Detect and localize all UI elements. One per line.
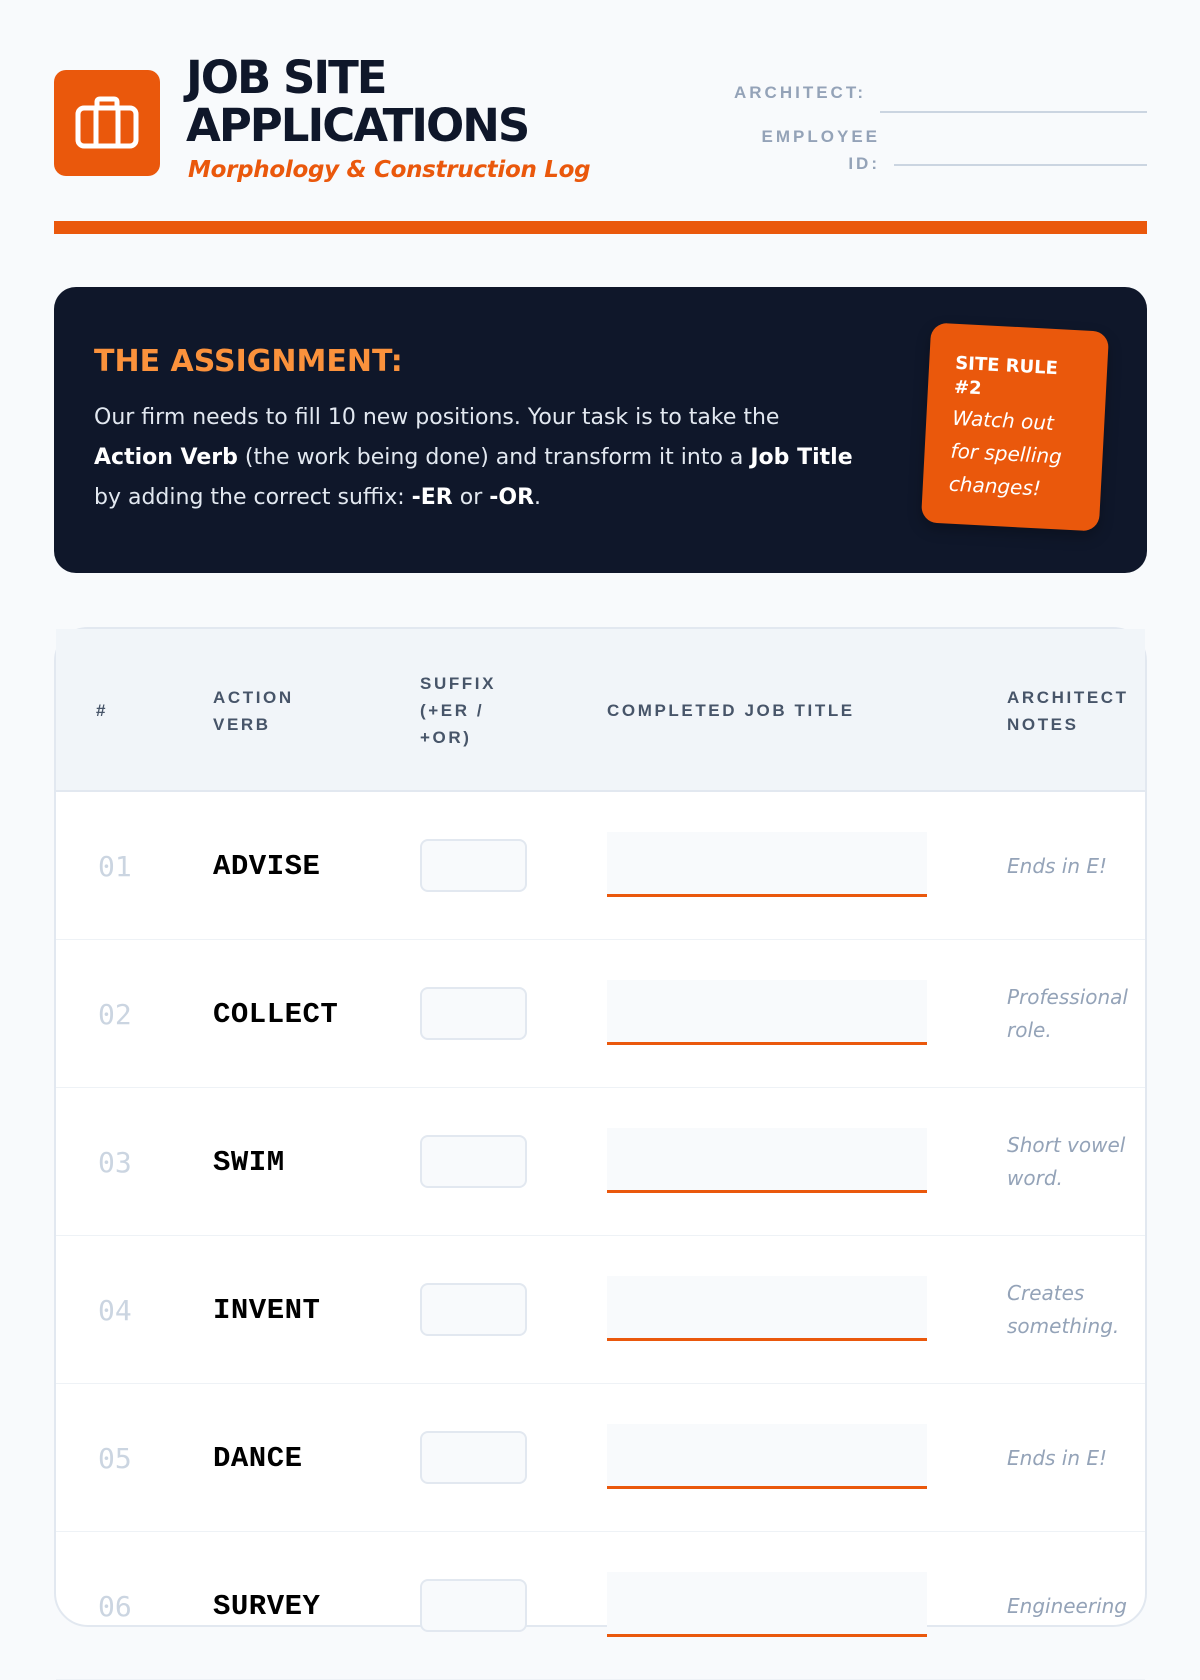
- suffix-input[interactable]: [420, 1283, 527, 1336]
- employee-label-line-2: ID:: [848, 154, 880, 173]
- assignment-emphasis: Action Verb: [94, 445, 238, 470]
- architect-note: Professional role.: [1007, 985, 1128, 1042]
- architect-label: ARCHITECT:: [734, 83, 866, 102]
- table-row: [56, 1236, 1145, 1384]
- assignment-body: [94, 398, 854, 518]
- header-divider: [54, 221, 1147, 234]
- header-architect-notes: ARCHITECT NOTES: [1007, 688, 1129, 734]
- assignment-text: or: [452, 485, 490, 510]
- assignment-text: Our firm needs to fill 10 new positions. Your task is to take the: [94, 405, 780, 430]
- header-number: #: [96, 701, 109, 720]
- employee-id-label: [700, 123, 880, 177]
- suffix-input[interactable]: [420, 987, 527, 1040]
- sticky-note-text: Watch out for spelling changes!: [948, 405, 1063, 501]
- header-suffix: SUFFIX (+ER / +OR): [420, 674, 497, 747]
- job-title-input[interactable]: [607, 1128, 927, 1193]
- briefcase-logo: [54, 70, 160, 176]
- header-completed-title: COMPLETED JOB TITLE: [607, 701, 855, 720]
- briefcase-icon: [75, 97, 139, 149]
- assignment-emphasis: Job Title: [750, 445, 853, 470]
- assignment-emphasis: -ER: [411, 485, 453, 510]
- job-title-input[interactable]: [607, 980, 927, 1045]
- table-header: [56, 629, 1145, 792]
- action-verb: COLLECT: [213, 997, 339, 1031]
- table-row: [56, 1532, 1145, 1680]
- table-row: [56, 792, 1145, 940]
- action-verb: SWIM: [213, 1145, 285, 1179]
- suffix-input[interactable]: [420, 1135, 527, 1188]
- architect-note: Ends in E!: [1007, 853, 1108, 878]
- row-number: 02: [98, 997, 132, 1031]
- job-title-input[interactable]: [607, 1424, 927, 1489]
- site-rule-sticky-note: [921, 322, 1109, 531]
- row-number: 01: [98, 849, 132, 883]
- sticky-note-heading: [953, 352, 1083, 407]
- row-number: 06: [98, 1589, 132, 1623]
- suffix-input[interactable]: [420, 839, 527, 892]
- table-row: [56, 1088, 1145, 1236]
- page-subtitle: Morphology & Construction Log: [188, 157, 591, 183]
- architect-note: Creates something.: [1007, 1281, 1120, 1338]
- assignment-panel: [54, 287, 1147, 573]
- table-row: [56, 940, 1145, 1088]
- page-title: [186, 51, 529, 152]
- assignment-text: by adding the correct suffix:: [94, 485, 412, 510]
- job-title-input[interactable]: [607, 1276, 927, 1341]
- assignment-emphasis: -OR: [489, 485, 535, 510]
- architect-note: Short vowel word.: [1007, 1133, 1126, 1190]
- job-title-input[interactable]: [607, 1572, 927, 1637]
- architect-note: Ends in E!: [1007, 1445, 1108, 1470]
- action-verb: DANCE: [213, 1441, 303, 1475]
- employee-id-field[interactable]: [894, 164, 1147, 166]
- header-action-verb: ACTION VERB: [213, 688, 294, 734]
- action-verb: ADVISE: [213, 849, 321, 883]
- job-title-table: [54, 627, 1147, 1627]
- assignment-text: (the work being done) and transform it into a: [237, 445, 751, 470]
- employee-label-line-1: EMPLOYEE: [761, 127, 880, 146]
- action-verb: SURVEY: [213, 1589, 321, 1623]
- table-row: [56, 1384, 1145, 1532]
- sticky-heading-line-1: SITE RULE: [954, 352, 1059, 380]
- architect-field[interactable]: [880, 111, 1147, 113]
- assignment-text: .: [534, 485, 542, 510]
- job-title-input[interactable]: [607, 832, 927, 897]
- row-number: 03: [98, 1145, 132, 1179]
- assignment-heading: THE ASSIGNMENT:: [94, 344, 403, 379]
- suffix-input[interactable]: [420, 1579, 527, 1632]
- suffix-input[interactable]: [420, 1431, 527, 1484]
- architect-note: Engineering: [1007, 1593, 1127, 1618]
- title-line-2: APPLICATIONS: [186, 99, 529, 152]
- sticky-heading-line-2: #2: [953, 376, 983, 400]
- row-number: 05: [98, 1441, 132, 1475]
- title-line-1: JOB SITE: [186, 51, 386, 104]
- row-number: 04: [98, 1293, 132, 1327]
- action-verb: INVENT: [213, 1293, 321, 1327]
